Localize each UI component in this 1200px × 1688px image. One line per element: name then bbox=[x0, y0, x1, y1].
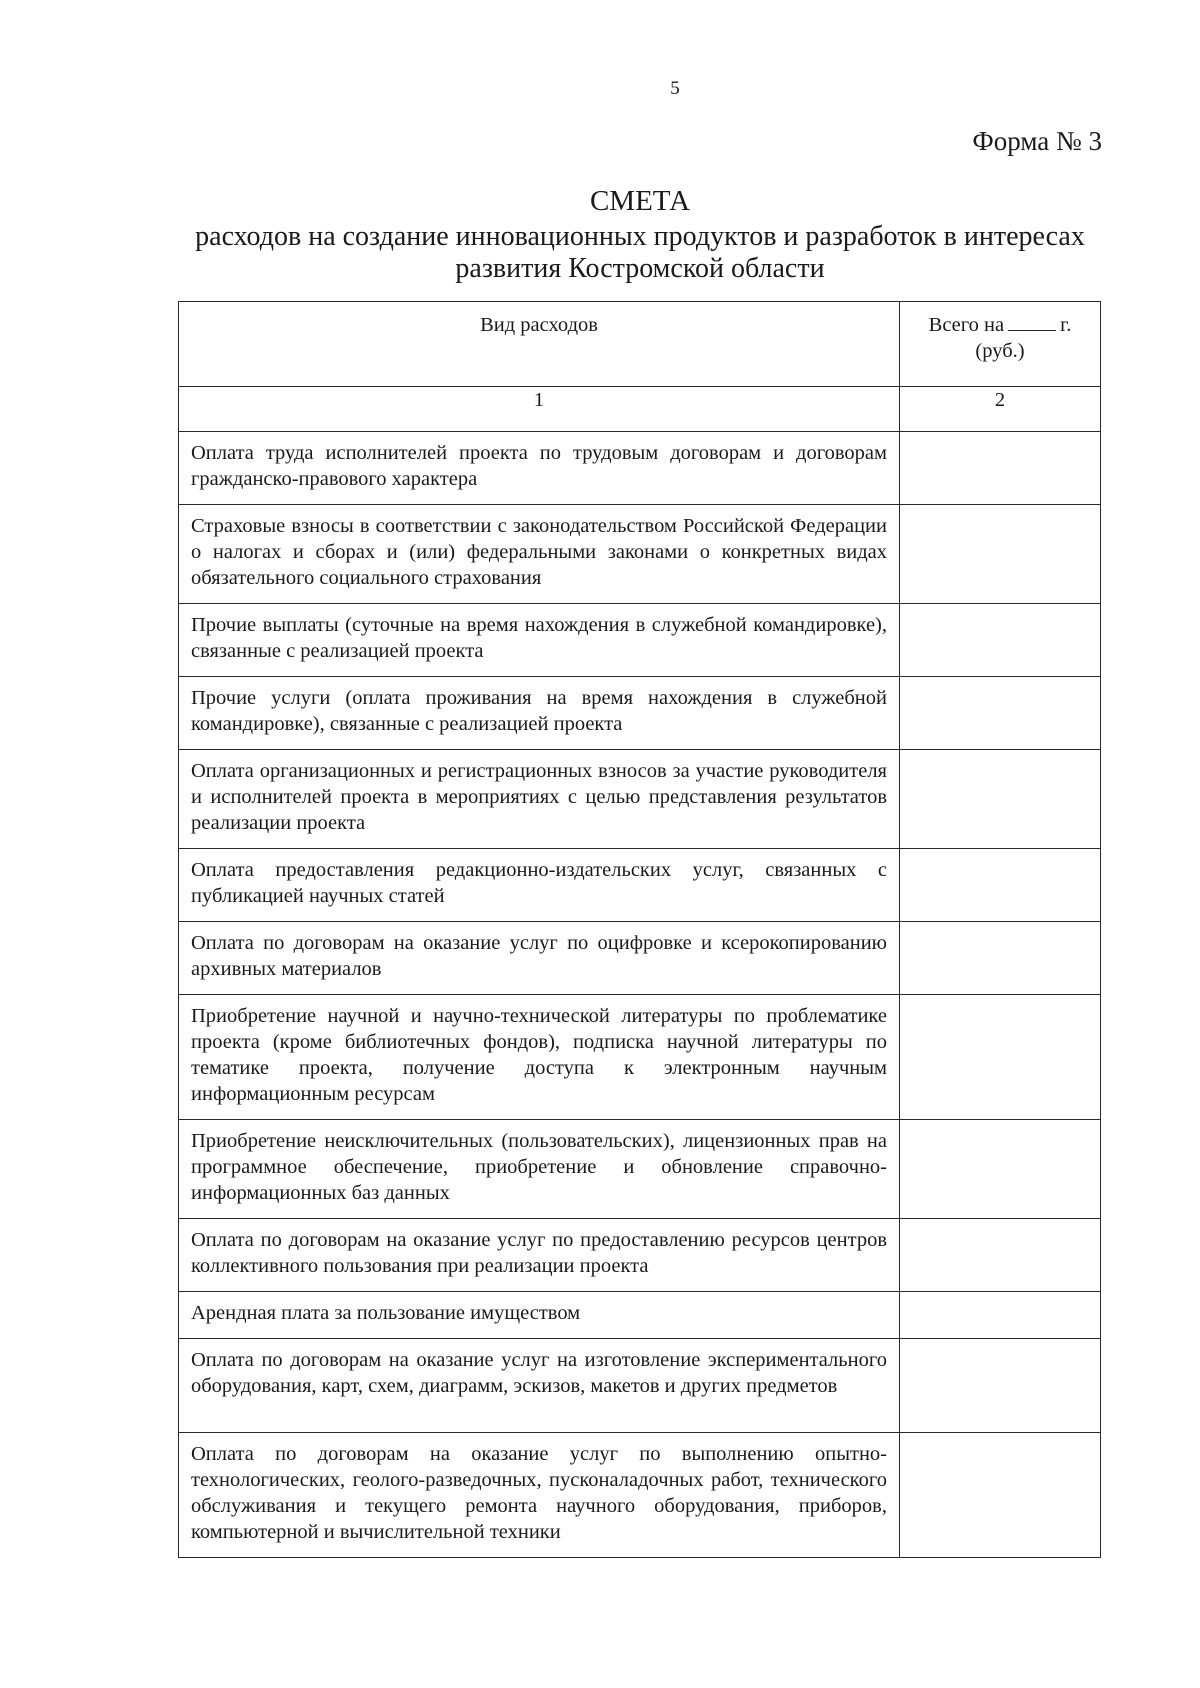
amount-cell[interactable] bbox=[900, 750, 1101, 849]
amount-cell[interactable] bbox=[900, 1120, 1101, 1219]
amount-cell[interactable] bbox=[900, 995, 1101, 1120]
expense-type-cell: Приобретение научной и научно-технической литературы по проблематике проекта (кроме библиотечных фондов), подписка научной литературы по тематике проекта, получение доступа к электронным научным информационным ресурсам bbox=[179, 995, 900, 1120]
expense-type-cell: Оплата по договорам на оказание услуг по выполнению опытно-технологических, геолого-разведочных, пусконаладочных работ, технического обслуживания и текущего ремонта научного оборудования, приборов, компьютерной и вычислительной техники bbox=[179, 1433, 900, 1558]
table-row bbox=[179, 432, 1101, 505]
expense-type-cell: Оплата организационных и регистрационных взносов за участие руководителя и исполнителей проекта в мероприятиях с целью представления результатов реализации проекта bbox=[179, 750, 900, 849]
header-total bbox=[900, 302, 1101, 387]
table-row bbox=[179, 849, 1101, 922]
table-row bbox=[179, 1219, 1101, 1292]
table-row bbox=[179, 922, 1101, 995]
expense-type-cell: Оплата по договорам на оказание услуг на изготовление экспериментального оборудования, карт, схем, диаграмм, эскизов, макетов и других предметов bbox=[179, 1339, 900, 1433]
header-total-prefix: Всего на bbox=[928, 314, 1005, 336]
document-subtitle: расходов на создание инновационных продуктов и разработок в интересах развития Костромской области bbox=[195, 221, 1085, 284]
year-blank-field[interactable] bbox=[1008, 312, 1056, 331]
amount-cell[interactable] bbox=[900, 677, 1101, 750]
amount-cell[interactable] bbox=[900, 922, 1101, 995]
document-title: СМЕТА bbox=[589, 185, 691, 217]
header-total-unit: (руб.) bbox=[975, 340, 1025, 362]
table-row bbox=[179, 505, 1101, 604]
form-label: Форма № 3 bbox=[972, 126, 1102, 156]
expense-type-cell: Страховые взносы в соответствии с законодательством Российской Федерации о налогах и сборах и (или) федеральными законами о конкретных видах обязательного социального страхования bbox=[179, 505, 900, 604]
table-row bbox=[179, 604, 1101, 677]
amount-cell[interactable] bbox=[900, 1219, 1101, 1292]
table-row bbox=[179, 750, 1101, 849]
amount-cell[interactable] bbox=[900, 1433, 1101, 1558]
amount-cell[interactable] bbox=[900, 505, 1101, 604]
expense-type-cell: Оплата по договорам на оказание услуг по предоставлению ресурсов центров коллективного пользования при реализации проекта bbox=[179, 1219, 900, 1292]
amount-cell[interactable] bbox=[900, 604, 1101, 677]
expense-type-cell: Прочие выплаты (суточные на время нахождения в служебной командировке), связанные с реализацией проекта bbox=[179, 604, 900, 677]
expense-type-cell: Арендная плата за пользование имуществом bbox=[179, 1292, 900, 1339]
header-total-suffix: г. bbox=[1060, 314, 1072, 336]
table-row bbox=[179, 677, 1101, 750]
table-header-row bbox=[179, 302, 1101, 387]
page-number: 5 bbox=[670, 78, 680, 99]
amount-cell[interactable] bbox=[900, 432, 1101, 505]
amount-cell[interactable] bbox=[900, 1339, 1101, 1433]
amount-cell[interactable] bbox=[900, 1292, 1101, 1339]
table-row bbox=[179, 1433, 1101, 1558]
expense-type-cell: Прочие услуги (оплата проживания на время нахождения в служебной командировке), связанные с реализацией проекта bbox=[179, 677, 900, 750]
expense-type-cell: Оплата предоставления редакционно-издательских услуг, связанных с публикацией научных статей bbox=[179, 849, 900, 922]
table-row bbox=[179, 1339, 1101, 1433]
amount-cell[interactable] bbox=[900, 849, 1101, 922]
expense-type-cell: Приобретение неисключительных (пользовательских), лицензионных прав на программное обеспечение, приобретение и обновление справочно-информационных баз данных bbox=[179, 1120, 900, 1219]
expense-type-cell: Оплата труда исполнителей проекта по трудовым договорам и договорам гражданско-правового характера bbox=[179, 432, 900, 505]
table-row bbox=[179, 1292, 1101, 1339]
column-number-2: 2 bbox=[900, 387, 1101, 432]
expense-type-cell: Оплата по договорам на оказание услуг по оцифровке и ксерокопированию архивных материалов bbox=[179, 922, 900, 995]
column-number-1: 1 bbox=[179, 387, 900, 432]
estimate-table bbox=[178, 301, 1101, 1558]
table-row bbox=[179, 995, 1101, 1120]
header-expense-type: Вид расходов bbox=[179, 302, 900, 387]
table-row bbox=[179, 1120, 1101, 1219]
column-number-row bbox=[179, 387, 1101, 432]
